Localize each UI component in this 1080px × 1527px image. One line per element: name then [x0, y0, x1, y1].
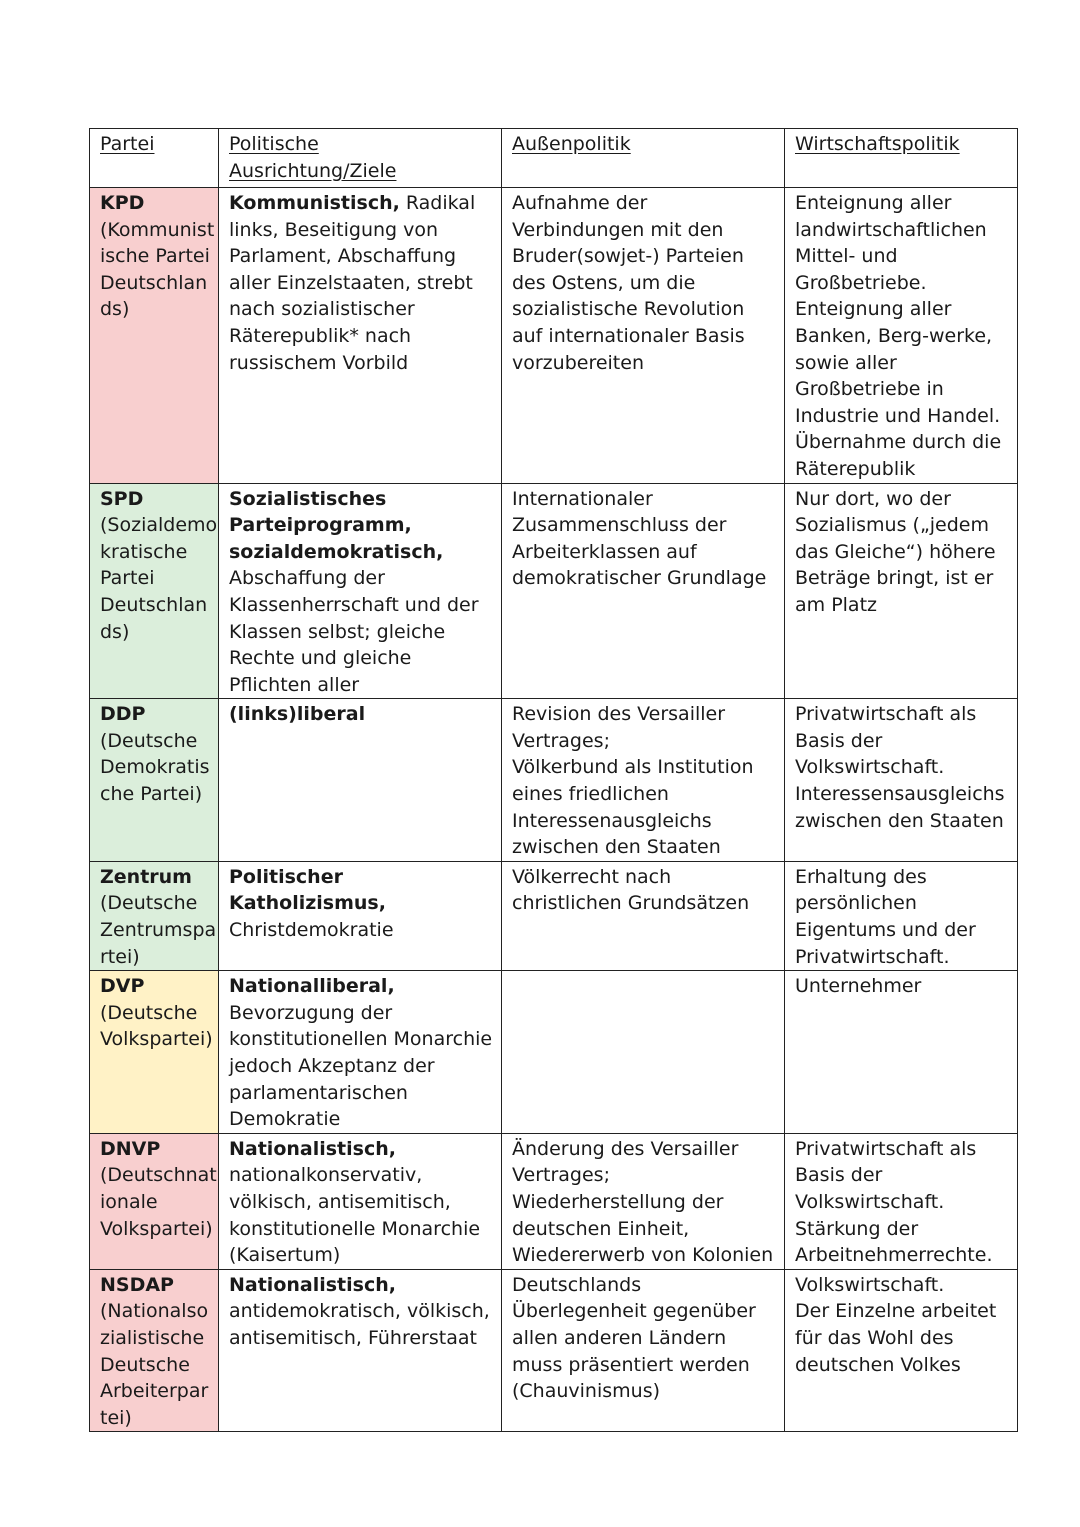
aussenpolitik-cell: Internationaler Zusammenschluss der Arbeiterklassen auf demokratischer Grundlage	[502, 483, 785, 699]
aussenpolitik-cell: Revision des Versailler Vertrages; Völkerbund als Institution eines friedlichen Interessenausgleichs zwischen den Staaten	[502, 699, 785, 862]
wirtschaftspolitik-cell: Nur dort, wo der Sozialismus („jedem das Gleiche“) höhere Beträge bringt, ist er am Platz	[785, 483, 1018, 699]
header-wirtschaftspolitik: Wirtschaftspolitik	[785, 129, 1018, 188]
header-politik: Politische Ausrichtung/Ziele	[219, 129, 502, 188]
ziele-cell: Nationalliberal, Bevorzugung der konstitutionellen Monarchie jedoch Akzeptanz der parlamentarischen Demokratie	[219, 971, 502, 1134]
party-cell	[90, 1133, 219, 1269]
ziele-cell: Nationalistisch, antidemokratisch, völkisch, antisemitisch, Führerstaat	[219, 1269, 502, 1432]
party-comparison-table	[89, 128, 1018, 1432]
party-full-name: (Deutschnat ionale Volkspartei)	[100, 1164, 217, 1240]
wirtschaftspolitik-cell: Enteignung aller landwirtschaftlichen Mittel- und Großbetriebe. Enteignung aller Banken, Berg-werke, sowie aller Großbetriebe in Industrie und Handel. Übernahme durch die Räterepublik	[785, 188, 1018, 484]
party-name: DVP	[100, 975, 145, 998]
wirtschaftspolitik-cell: Privatwirtschaft als Basis der Volkswirtschaft. Interessensausgleichs zwischen den Staaten	[785, 699, 1018, 862]
party-cell	[90, 188, 219, 484]
party-cell	[90, 861, 219, 970]
header-row	[90, 129, 1018, 188]
party-full-name: (Nationalso zialistische Deutsche Arbeiterpar tei)	[100, 1300, 209, 1429]
ziele-cell: Kommunistisch, Radikal links, Beseitigung von Parlament, Abschaffung aller Einzelstaaten, strebt nach sozialistischer Räterepublik* nach russischem Vorbild	[219, 188, 502, 484]
table-row	[90, 861, 1018, 970]
table-row	[90, 483, 1018, 699]
party-name: Zentrum	[100, 865, 192, 888]
table-row	[90, 1133, 1018, 1269]
aussenpolitik-cell: Änderung des Versailler Vertrages; Wiederherstellung der deutschen Einheit, Wiedererwerb von Kolonien	[502, 1133, 785, 1269]
party-name: SPD	[100, 487, 144, 510]
header-partei: Partei	[90, 129, 219, 188]
party-full-name: (Deutsche Zentrumspa rtei)	[100, 892, 217, 968]
party-name: DNVP	[100, 1137, 161, 1160]
aussenpolitik-cell: Deutschlands Überlegenheit gegenüber allen anderen Ländern muss präsentiert werden (Chauvinismus)	[502, 1269, 785, 1432]
wirtschaftspolitik-cell: Unternehmer	[785, 971, 1018, 1134]
party-full-name: (Sozialdemo kratische Partei Deutschlan ds)	[100, 514, 218, 643]
party-full-name: (Deutsche Demokratis che Partei)	[100, 729, 210, 806]
table-row	[90, 1269, 1018, 1432]
party-cell	[90, 699, 219, 862]
table-row	[90, 188, 1018, 484]
party-cell	[90, 1269, 219, 1432]
ziele-cell: Nationalistisch, nationalkonservativ, völkisch, antisemitisch, konstitutionelle Monarchie (Kaisertum)	[219, 1133, 502, 1269]
wirtschaftspolitik-cell: Erhaltung des persönlichen Eigentums und der Privatwirtschaft.	[785, 861, 1018, 970]
party-full-name: (Deutsche Volkspartei)	[100, 1001, 213, 1051]
ziele-cell: Sozialistisches Parteiprogramm, sozialdemokratisch, Abschaffung der Klassenherrschaft und der Klassen selbst; gleiche Rechte und gleiche Pflichten aller	[219, 483, 502, 699]
table-row	[90, 699, 1018, 862]
party-full-name: (Kommunist ische Partei Deutschlan ds)	[100, 218, 215, 321]
header-aussenpolitik: Außenpolitik	[502, 129, 785, 188]
aussenpolitik-cell	[502, 971, 785, 1134]
party-name: KPD	[100, 192, 145, 214]
ziele-cell: (links)liberal	[219, 699, 502, 862]
aussenpolitik-cell: Völkerrecht nach christlichen Grundsätzen	[502, 861, 785, 970]
ziele-cell: Politischer Katholizismus, Christdemokratie	[219, 861, 502, 970]
party-name: DDP	[100, 703, 146, 726]
aussenpolitik-cell: Aufnahme der Verbindungen mit den Bruder(sowjet-) Parteien des Ostens, um die sozialistische Revolution auf internationaler Basis vorzubereiten	[502, 188, 785, 484]
table-row	[90, 971, 1018, 1134]
party-name: NSDAP	[100, 1273, 174, 1296]
party-cell	[90, 483, 219, 699]
wirtschaftspolitik-cell: Volkswirtschaft. Der Einzelne arbeitet für das Wohl des deutschen Volkes	[785, 1269, 1018, 1432]
party-cell	[90, 971, 219, 1134]
wirtschaftspolitik-cell: Privatwirtschaft als Basis der Volkswirtschaft. Stärkung der Arbeitnehmerrechte.	[785, 1133, 1018, 1269]
